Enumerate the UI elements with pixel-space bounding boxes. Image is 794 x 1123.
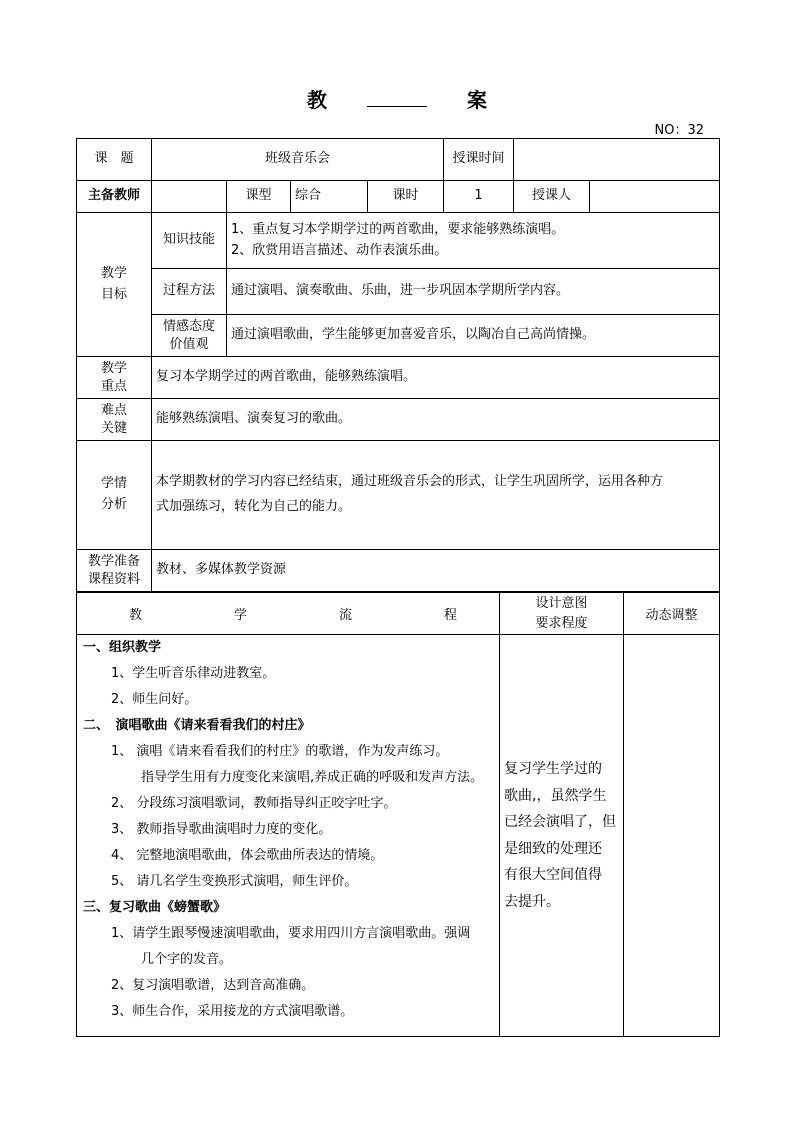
process-step: 1、 演唱《请来看看我们的村庄》的歌谱，作为发声练习。 xyxy=(111,744,449,759)
adjust-cell xyxy=(624,635,720,1037)
adjust-header: 动态调整 xyxy=(624,593,720,635)
lesson-info-table xyxy=(76,138,720,592)
document-title xyxy=(0,84,794,113)
title-char-1: 教 xyxy=(307,88,327,112)
subject-value: 班级音乐会 xyxy=(152,139,444,181)
intent-line: 复习学生学过的 xyxy=(504,761,602,777)
focus-value: 复习本学期学过的两首歌曲，能够熟练演唱。 xyxy=(152,357,720,399)
prep-value: 教材、多媒体教学资源 xyxy=(152,550,720,592)
process-step: 4、 完整地演唱歌曲，体会歌曲所表达的情境。 xyxy=(111,848,384,863)
process-step: 1、学生听音乐律动进教室。 xyxy=(111,666,276,681)
knowledge-label: 知识技能 xyxy=(152,213,227,269)
emotion-value: 通过演唱歌曲，学生能够更加喜爱音乐，以陶冶自己高尚情操。 xyxy=(227,315,720,357)
intent-line: 有很大空间值得 xyxy=(504,867,602,883)
process-step: 指导学生用有力度变化来演唱,养成正确的呼吸和发声方法。 xyxy=(141,770,484,785)
process-header xyxy=(77,593,500,635)
process-step: 1、请学生跟琴慢速演唱歌曲，要求用四川方言演唱歌曲。强调 xyxy=(111,926,471,941)
knowledge-value: 1、重点复习本学期学过的两首歌曲，要求能够熟练演唱。 2、欣赏用语言描述、动作表演乐曲。 xyxy=(227,213,720,269)
time-label: 授课时间 xyxy=(444,139,514,181)
teacher-value xyxy=(152,181,227,213)
process-step: 3、 教师指导歌曲演唱时力度的变化。 xyxy=(111,822,332,837)
type-label: 课型 xyxy=(227,181,291,213)
difficulty-value: 能够熟练演唱、演奏复习的歌曲。 xyxy=(152,399,720,441)
teaching-process-table xyxy=(76,592,720,1037)
process-section-heading: 二、 演唱歌曲《请来看看我们的村庄》 xyxy=(83,718,311,733)
lecturer-value xyxy=(590,181,720,213)
process-step: 3、师生合作，采用接龙的方式演唱歌谱。 xyxy=(111,1004,354,1019)
intent-line: 去提升。 xyxy=(504,893,560,910)
intent-line: 已经会演唱了，但 xyxy=(504,814,616,830)
process-head-char: 学 xyxy=(233,608,247,623)
process-head-char: 程 xyxy=(443,608,457,623)
analysis-label: 学情 分析 xyxy=(77,441,152,550)
lesson-number: NO：32 xyxy=(654,123,704,138)
hours-value: 1 xyxy=(444,181,514,213)
prep-label: 教学准备 课程资料 xyxy=(77,550,152,592)
teacher-label: 主备教师 xyxy=(77,181,152,213)
title-char-2: 案 xyxy=(467,88,487,112)
process-step: 2、师生问好。 xyxy=(111,692,198,707)
process-head-char: 教 xyxy=(129,608,143,623)
process-section-heading: 三、复习歌曲《螃蟹歌》 xyxy=(83,900,227,915)
goals-label: 教学 目标 xyxy=(77,213,152,357)
process-method-value: 通过演唱、演奏歌曲、乐曲，进一步巩固本学期所学内容。 xyxy=(227,269,720,315)
process-step: 2、复习演唱歌谱，达到音高准确。 xyxy=(111,978,315,993)
type-value: 综合 xyxy=(291,181,368,213)
emotion-label: 情感态度 价值观 xyxy=(152,315,227,357)
process-step: 5、 请几名学生变换形式演唱，师生评价。 xyxy=(111,874,358,889)
title-underline xyxy=(367,105,427,107)
process-step: 几个字的发音。 xyxy=(141,952,233,967)
process-method-label: 过程方法 xyxy=(152,269,227,315)
intent-header: 设计意图 要求程度 xyxy=(500,593,624,635)
focus-label: 教学 重点 xyxy=(77,357,152,399)
process-steps xyxy=(77,635,500,1037)
lecturer-label: 授课人 xyxy=(514,181,590,213)
time-value xyxy=(514,139,720,181)
intent-line: 是细致的处理还 xyxy=(504,840,602,857)
hours-label: 课时 xyxy=(368,181,444,213)
subject-label: 课 题 xyxy=(77,139,152,181)
intent-text xyxy=(500,635,624,1037)
analysis-value: 本学期教材的学习内容已经结束，通过班级音乐会的形式，让学生巩固所学，运用各种方 式加强练习，转化为自己的能力。 xyxy=(152,441,720,550)
process-head-char: 流 xyxy=(338,608,352,623)
process-step: 2、 分段练习演唱歌词，教师指导纠正咬字吐字。 xyxy=(111,796,397,811)
process-section-heading: 一、组织教学 xyxy=(83,640,162,655)
intent-line: 歌曲,，虽然学生 xyxy=(504,787,607,804)
difficulty-label: 难点 关键 xyxy=(77,399,152,441)
